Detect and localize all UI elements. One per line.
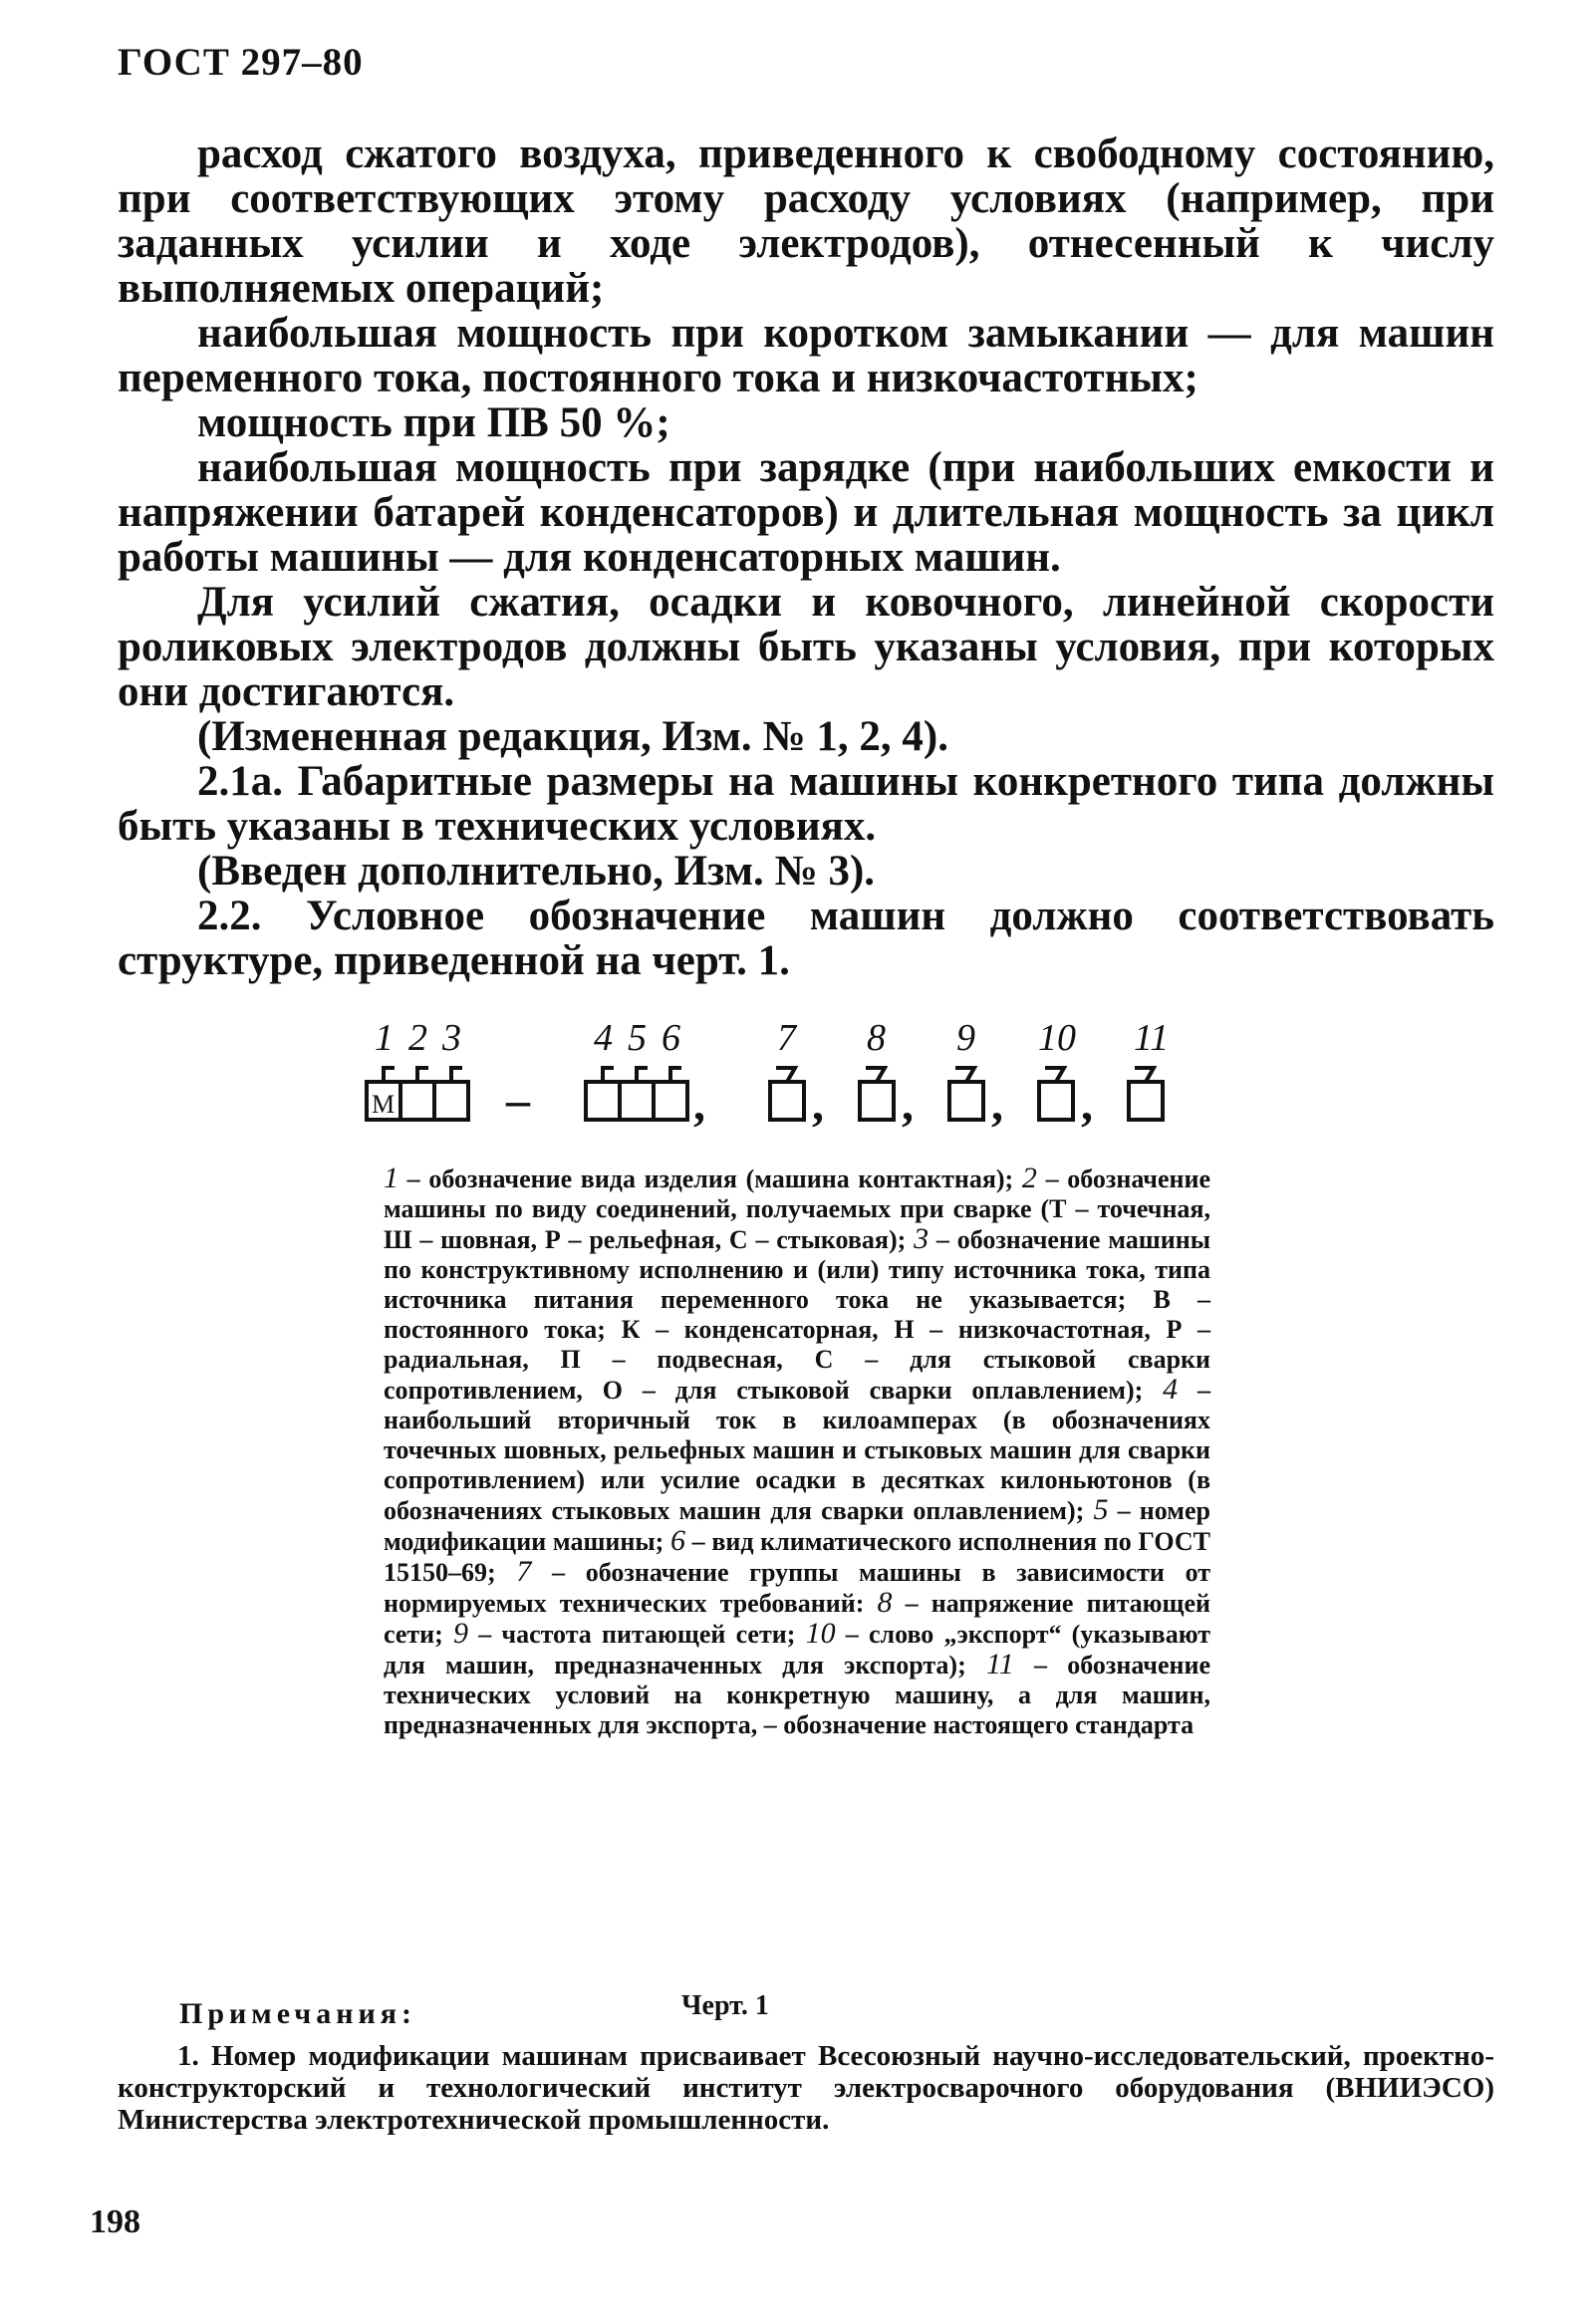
- paragraph-pv-power: мощность при ПВ 50 %;: [197, 399, 670, 446]
- separator-comma-4: ,: [991, 1078, 1003, 1131]
- box-1-letter: М: [372, 1090, 396, 1119]
- legend-text-3: – обозначение машины по конструктивному исполнению и (или) типу источника тока, типа источника питания переменного тока не указывается; В – постоянного тока; К – конденсаторная, Н – низкочастотная, Р – радиальная, П – подвесная, С – для стыковой сварки сопротивлением, О – для стыковой сварки оплавлением);: [384, 1225, 1210, 1405]
- paragraph-2-2: 2.2. Условное обозначение машин должно соответствовать структуре, приведенной на черт. 1.: [118, 893, 1494, 984]
- legend-num-2: 2: [1021, 1162, 1037, 1194]
- amendment-note-1: (Измененная редакция, Изм. № 1, 2, 4).: [197, 713, 948, 760]
- legend-num-6: 6: [669, 1524, 685, 1557]
- legend-num-3: 3: [914, 1222, 930, 1255]
- body-text: [118, 131, 1494, 983]
- legend-text-7: – обозначение группы машины в зависимости от нормируемых технических требований:: [384, 1558, 1210, 1618]
- paragraph-air-consumption: расход сжатого воздуха, приведенного к свободному состоянию, при соответствующих этому расходу условиях (например, при заданных усилии и ходе электродов), отнесенный к числу выполняемых операций;: [118, 130, 1494, 312]
- separator-comma-3: ,: [902, 1078, 914, 1131]
- paragraph-force-conditions: Для усилий сжатия, осадки и ковочного, линейной скорости роликовых электродов должны быть указаны условия, при которых они достигаются.: [118, 579, 1494, 715]
- position-label-3: 3: [442, 1017, 461, 1059]
- separator-comma-2: ,: [812, 1078, 824, 1131]
- legend-text-4: – наибольший вторичный ток в килоамперах (в обозначениях точечных шовных, рельефных машин и стыковых машин для сварки сопротивлением) или усилие осадки в десятках килоньютонов (в обозначениях стыковых машин для сварки оплавлением);: [384, 1376, 1211, 1525]
- legend-text-6: – вид климатического исполнения по ГОСТ 15150–69;: [384, 1527, 1210, 1587]
- separator-comma-5: ,: [1081, 1078, 1093, 1131]
- legend-num-11: 11: [985, 1648, 1014, 1680]
- legend-text-10: – слово „экспорт“ (указывают для машин, предназначенных для экспорта);: [384, 1620, 1211, 1679]
- paragraph-short-circuit-power: наибольшая мощность при коротком замыкании — для машин переменного тока, постоянного тока и низкочастотных;: [118, 310, 1494, 401]
- position-label-2: 2: [408, 1017, 427, 1059]
- diagram-legend: [384, 1163, 1210, 1740]
- separator-dash: –: [506, 1074, 530, 1127]
- position-label-11: 11: [1134, 1017, 1170, 1059]
- position-label-7: 7: [777, 1017, 796, 1059]
- legend-num-9: 9: [453, 1617, 469, 1650]
- legend-text-5: – номер модификации машины;: [384, 1496, 1210, 1556]
- legend-num-8: 8: [877, 1586, 893, 1619]
- position-label-1: 1: [375, 1017, 394, 1059]
- figure-caption: Черт. 1: [681, 1990, 769, 2021]
- position-label-10: 10: [1038, 1017, 1076, 1059]
- legend-text-9: – частота питающей сети;: [468, 1620, 806, 1649]
- legend-num-4: 4: [1163, 1373, 1179, 1406]
- legend-text-1: – обозначение вида изделия (машина контактная);: [398, 1164, 1022, 1193]
- position-label-9: 9: [956, 1017, 975, 1059]
- legend-text-8: – напряжение питающей сети;: [384, 1589, 1210, 1649]
- legend-text-2: – обозначение машины по виду соединений, получаемых при сварке (Т – точечная, Ш – шовная, Р – рельефная, С – стыковая);: [384, 1164, 1210, 1254]
- legend-num-1: 1: [384, 1162, 398, 1194]
- document-code-header: ГОСТ 297–80: [118, 41, 364, 84]
- position-label-4: 4: [594, 1017, 613, 1059]
- amendment-note-2: (Введен дополнительно, Изм. № 3).: [197, 848, 876, 895]
- notes-title: Примечания:: [179, 1997, 417, 2030]
- position-label-6: 6: [662, 1017, 680, 1059]
- note-1: 1. Номер модификации машинам присваивает Всесоюзный научно-исследовательский, проектно-конструкторский и технологический институт электросварочного оборудования (ВНИИЭСО) Министерства электротехнической промышленности.: [118, 2040, 1494, 2136]
- position-label-5: 5: [628, 1017, 647, 1059]
- paragraph-charging-power: наибольшая мощность при зарядке (при наибольших емкости и напряжении батарей конденсаторов) и длительная мощность за цикл работы машины — для конденсаторных машин.: [118, 444, 1494, 581]
- legend-num-5: 5: [1093, 1493, 1109, 1526]
- separator-comma-1: ,: [693, 1078, 705, 1131]
- legend-num-7: 7: [516, 1555, 532, 1588]
- position-label-8: 8: [867, 1017, 886, 1059]
- legend-num-10: 10: [805, 1617, 836, 1650]
- legend-text-11: – обозначение технических условий на конкретную машину, а для машин, предназначенных для экспорта, – обозначение настоящего стандарта: [384, 1651, 1210, 1739]
- page-number: 198: [90, 2203, 140, 2240]
- designation-structure-diagram: [359, 1002, 1235, 1142]
- paragraph-2-1a: 2.1а. Габаритные размеры на машины конкретного типа должны быть указаны в технических условиях.: [118, 758, 1494, 850]
